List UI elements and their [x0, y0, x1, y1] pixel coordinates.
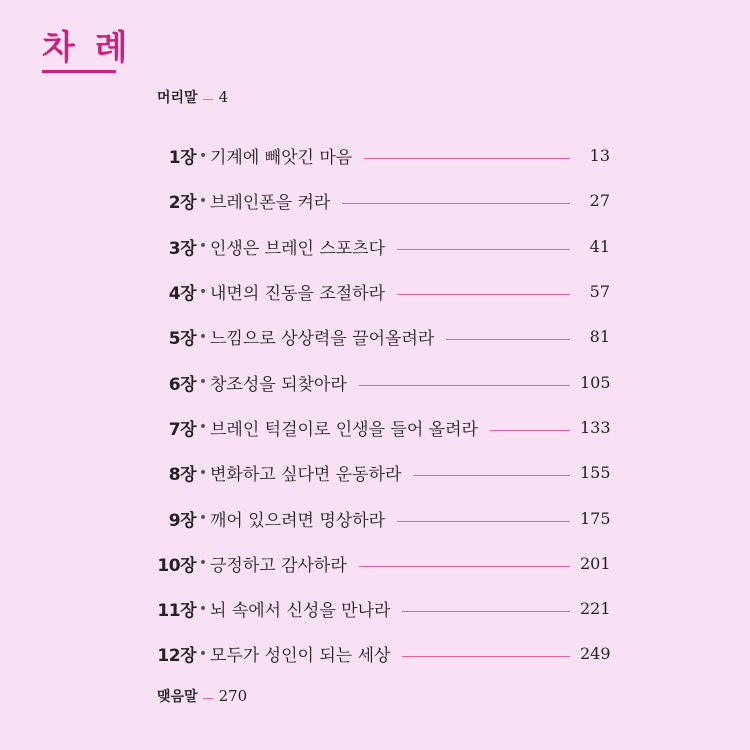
chapter-number: 7장 [168, 419, 196, 440]
chapter-page: 41 [589, 236, 610, 256]
toc-row [150, 586, 610, 631]
bullet-icon: • [198, 645, 208, 662]
leader-line [490, 430, 570, 431]
chapter-page: 155 [580, 463, 611, 483]
toc-title: 차 례 [42, 28, 132, 68]
bullet-icon: • [198, 238, 208, 255]
leader-line [364, 158, 570, 159]
chapter-page: 221 [580, 599, 611, 619]
chapter-page: 105 [580, 372, 611, 392]
preface-separator [203, 99, 213, 100]
chapter-page: 133 [580, 417, 611, 437]
leader-line [446, 339, 570, 340]
toc-row [150, 314, 610, 359]
chapter-title: 깨어 있으려면 명상하라 [210, 510, 386, 531]
chapter-number: 6장 [168, 374, 196, 395]
leader-line [359, 566, 570, 567]
leader-line [397, 294, 570, 295]
bullet-icon: • [198, 555, 208, 572]
chapter-page: 57 [589, 282, 610, 302]
bullet-icon: • [198, 374, 208, 391]
toc-row [150, 495, 610, 540]
chapter-number: 1장 [168, 148, 196, 169]
chapter-page: 249 [580, 644, 611, 664]
chapter-title: 모두가 성인이 되는 세상 [210, 646, 391, 667]
preface-entry [157, 87, 228, 107]
bullet-icon: • [198, 192, 208, 209]
title-underline [42, 70, 116, 73]
chapter-number: 5장 [168, 329, 196, 350]
bullet-icon: • [198, 283, 208, 300]
epilogue-entry [157, 686, 247, 706]
chapter-page: 201 [580, 553, 611, 573]
chapter-title: 느낌으로 상상력을 끌어올려라 [210, 329, 435, 350]
chapter-number: 3장 [168, 238, 196, 259]
preface-label: 머리말 [157, 90, 198, 106]
toc-row [150, 631, 610, 676]
toc-row [150, 178, 610, 223]
leader-line [397, 249, 570, 250]
chapter-number: 11장 [157, 601, 196, 622]
toc-row [150, 224, 610, 269]
toc-row [150, 359, 610, 404]
toc-row [150, 450, 610, 495]
chapter-page: 27 [589, 191, 610, 211]
chapter-page: 81 [589, 327, 610, 347]
bullet-icon: • [198, 464, 208, 481]
toc-row [150, 133, 610, 178]
bullet-icon: • [198, 419, 208, 436]
epilogue-page: 270 [218, 687, 248, 705]
toc-row [150, 541, 610, 586]
epilogue-separator [203, 698, 213, 699]
chapter-title: 브레인폰을 켜라 [210, 193, 331, 214]
bullet-icon: • [198, 147, 208, 164]
chapter-number: 2장 [168, 193, 196, 214]
chapter-number: 8장 [168, 465, 196, 486]
chapter-title: 뇌 속에서 신성을 만나라 [210, 601, 391, 622]
chapter-title: 인생은 브레인 스포츠다 [210, 238, 386, 259]
leader-line [402, 656, 570, 657]
epilogue-label: 맺음말 [157, 689, 198, 705]
toc-row [150, 269, 610, 314]
table-of-contents [150, 133, 610, 677]
chapter-page: 13 [589, 146, 610, 166]
chapter-title: 기계에 빼앗긴 마음 [210, 148, 353, 169]
chapter-title: 창조성을 되찾아라 [210, 374, 347, 395]
bullet-icon: • [198, 600, 208, 617]
chapter-title: 내면의 진동을 조절하라 [210, 284, 386, 305]
chapter-title: 변화하고 싶다면 운동하라 [210, 465, 402, 486]
leader-line [397, 521, 570, 522]
chapter-number: 12장 [157, 646, 196, 667]
leader-line [402, 611, 570, 612]
chapter-number: 10장 [157, 555, 196, 576]
leader-line [359, 385, 570, 386]
preface-page: 4 [218, 88, 229, 106]
chapter-number: 9장 [168, 510, 196, 531]
leader-line [413, 475, 570, 476]
leader-line [342, 203, 570, 204]
chapter-title: 긍정하고 감사하라 [210, 555, 347, 576]
toc-row [150, 405, 610, 450]
chapter-page: 175 [580, 508, 611, 528]
chapter-title: 브레인 턱걸이로 인생을 들어 올려라 [210, 419, 478, 440]
bullet-icon: • [198, 510, 208, 527]
chapter-number: 4장 [168, 284, 196, 305]
bullet-icon: • [198, 328, 208, 345]
